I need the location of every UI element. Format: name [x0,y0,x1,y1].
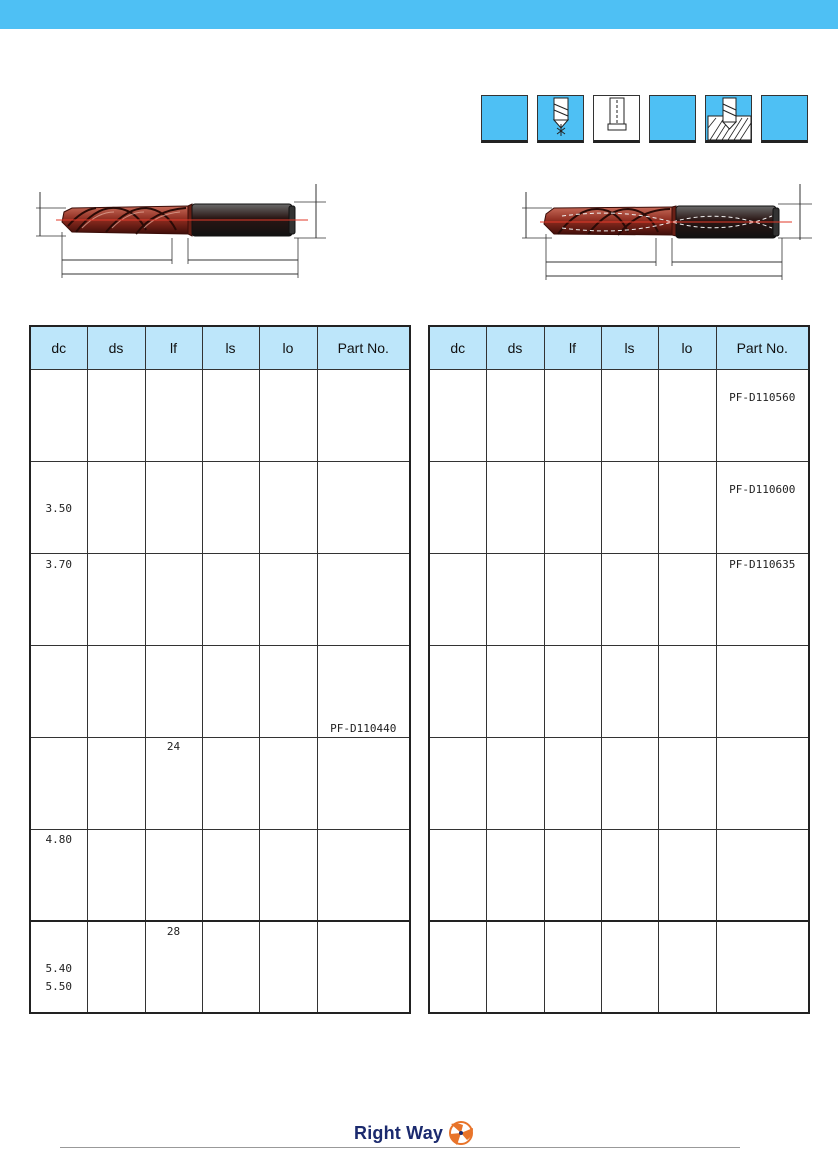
table-row [30,737,410,829]
header-part-no: Part No. [317,326,410,369]
cell-dc: 5.50 [45,980,72,993]
cell-dc: 3.50 [45,501,72,515]
brand-name: Right Way [354,1122,444,1143]
application-icons [481,95,807,143]
cell-part-no: PF-D110635 [729,557,796,571]
table-row [30,553,410,645]
spec-table-left [29,325,411,1014]
blank-tile-icon [761,95,808,143]
header-ls: ls [601,326,658,369]
shank-icon [593,95,640,143]
blank-tile-icon [649,95,696,143]
header-part-no: Part No. [716,326,809,369]
table-row [30,645,410,737]
header-lo: lo [259,326,317,369]
header-dc: dc [30,326,87,369]
drill-diagram-coolant [522,182,812,282]
cell-dc: 3.70 [45,557,72,571]
spec-table-right [428,325,810,1014]
table-row [429,369,809,461]
cell-dc: 5.40 [45,962,72,975]
table-row [30,369,410,461]
brand-logo [354,1120,475,1146]
table-header-row [30,326,410,369]
cell-part-no: PF-D110600 [729,482,796,496]
blank-tile-icon [481,95,528,143]
cell-lf: 24 [166,739,181,753]
top-banner [0,0,838,29]
header-lf: lf [145,326,202,369]
header-ds: ds [486,326,544,369]
drill-diagram-standard [36,182,326,282]
header-lf: lf [544,326,601,369]
footer-divider [60,1147,740,1148]
table-row [429,461,809,553]
table-row [429,645,809,737]
table-row [30,921,410,1013]
table-row [30,461,410,553]
cell-dc: 4.80 [45,832,72,846]
header-dc: dc [429,326,486,369]
cell-part-no: PF-D110440 [330,721,397,735]
cell-part-no: PF-D110560 [729,390,796,404]
drill-tip-icon [537,95,584,143]
cell-lf: 28 [166,925,181,938]
header-ds: ds [87,326,145,369]
table-row [429,921,809,1013]
header-ls: ls [202,326,259,369]
table-row [429,829,809,921]
table-row [429,553,809,645]
brand-emblem-icon [447,1120,475,1146]
table-header-row [429,326,809,369]
table-row [30,829,410,921]
table-row [429,737,809,829]
drill-hole-icon [705,95,752,143]
header-lo: lo [658,326,716,369]
